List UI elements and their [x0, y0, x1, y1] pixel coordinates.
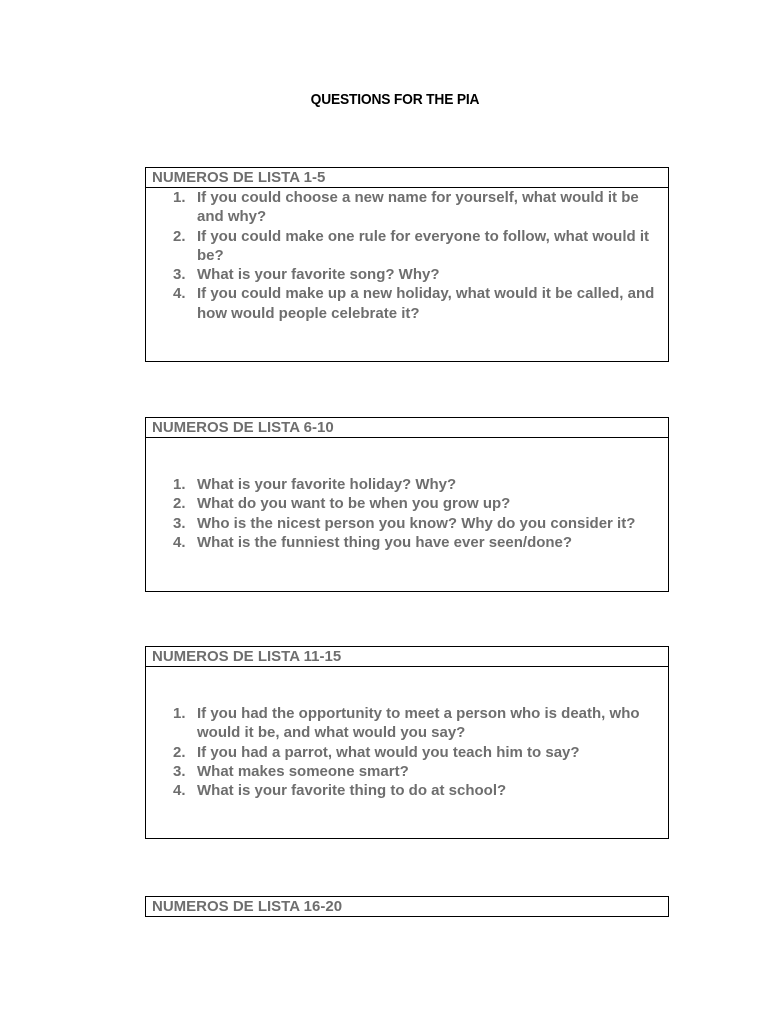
list-item	[146, 743, 668, 762]
list-item	[146, 284, 668, 323]
list-item	[146, 265, 668, 284]
list-number: 4.	[173, 782, 186, 800]
question-box-6-10	[145, 417, 669, 592]
question-text: What is your favorite holiday? Why?	[197, 476, 457, 493]
list-item	[146, 475, 668, 494]
list-item	[146, 188, 668, 227]
list-number: 3.	[173, 762, 186, 780]
question-text: If you had the opportunity to meet a person who is death, who would it be, and what would you say?	[197, 705, 640, 742]
question-box-11-15	[145, 646, 669, 839]
question-box-16-20	[145, 896, 669, 917]
list-number: 4.	[173, 285, 186, 303]
list-number: 1.	[173, 476, 186, 493]
list-item	[146, 514, 668, 533]
list-number: 2.	[173, 743, 186, 761]
question-text: If you could choose a new name for yourself, what would it be and why?	[197, 189, 639, 226]
list-number: 3.	[173, 266, 186, 284]
question-text: If you could make up a new holiday, what would it be called, and how would people celebrate it?	[197, 285, 655, 322]
question-text: What is your favorite thing to do at school?	[197, 782, 507, 800]
question-text: If you had a parrot, what would you teach him to say?	[197, 743, 580, 761]
list-item	[146, 781, 668, 800]
list-item	[146, 533, 668, 552]
section-header: NUMEROS DE LISTA 1-5	[146, 168, 668, 188]
page-title: QUESTIONS FOR THE PIA	[310, 91, 480, 108]
question-text: What makes someone smart?	[197, 762, 409, 780]
question-text: What is your favorite song? Why?	[197, 266, 440, 284]
list-item	[146, 762, 668, 781]
question-text: If you could make one rule for everyone to follow, what would it be?	[197, 227, 649, 264]
question-list	[146, 704, 668, 800]
list-number: 2.	[173, 495, 186, 513]
list-number: 1.	[173, 705, 186, 722]
section-header: NUMEROS DE LISTA 16-20	[152, 898, 343, 915]
list-number: 2.	[173, 227, 186, 245]
list-number: 4.	[173, 533, 186, 551]
list-number: 3.	[173, 514, 186, 532]
list-item	[146, 227, 668, 266]
section-header: NUMEROS DE LISTA 6-10	[146, 418, 668, 438]
question-box-1-5	[145, 167, 669, 362]
question-list	[146, 475, 668, 552]
list-number: 1.	[173, 189, 186, 206]
question-text: What is the funniest thing you have ever seen/done?	[197, 533, 573, 551]
question-text: Who is the nicest person you know? Why do you consider it?	[197, 514, 636, 532]
section-header: NUMEROS DE LISTA 11-15	[146, 647, 668, 667]
question-list	[146, 188, 668, 323]
list-item	[146, 494, 668, 513]
list-item	[146, 704, 668, 743]
question-text: What do you want to be when you grow up?	[197, 495, 511, 513]
